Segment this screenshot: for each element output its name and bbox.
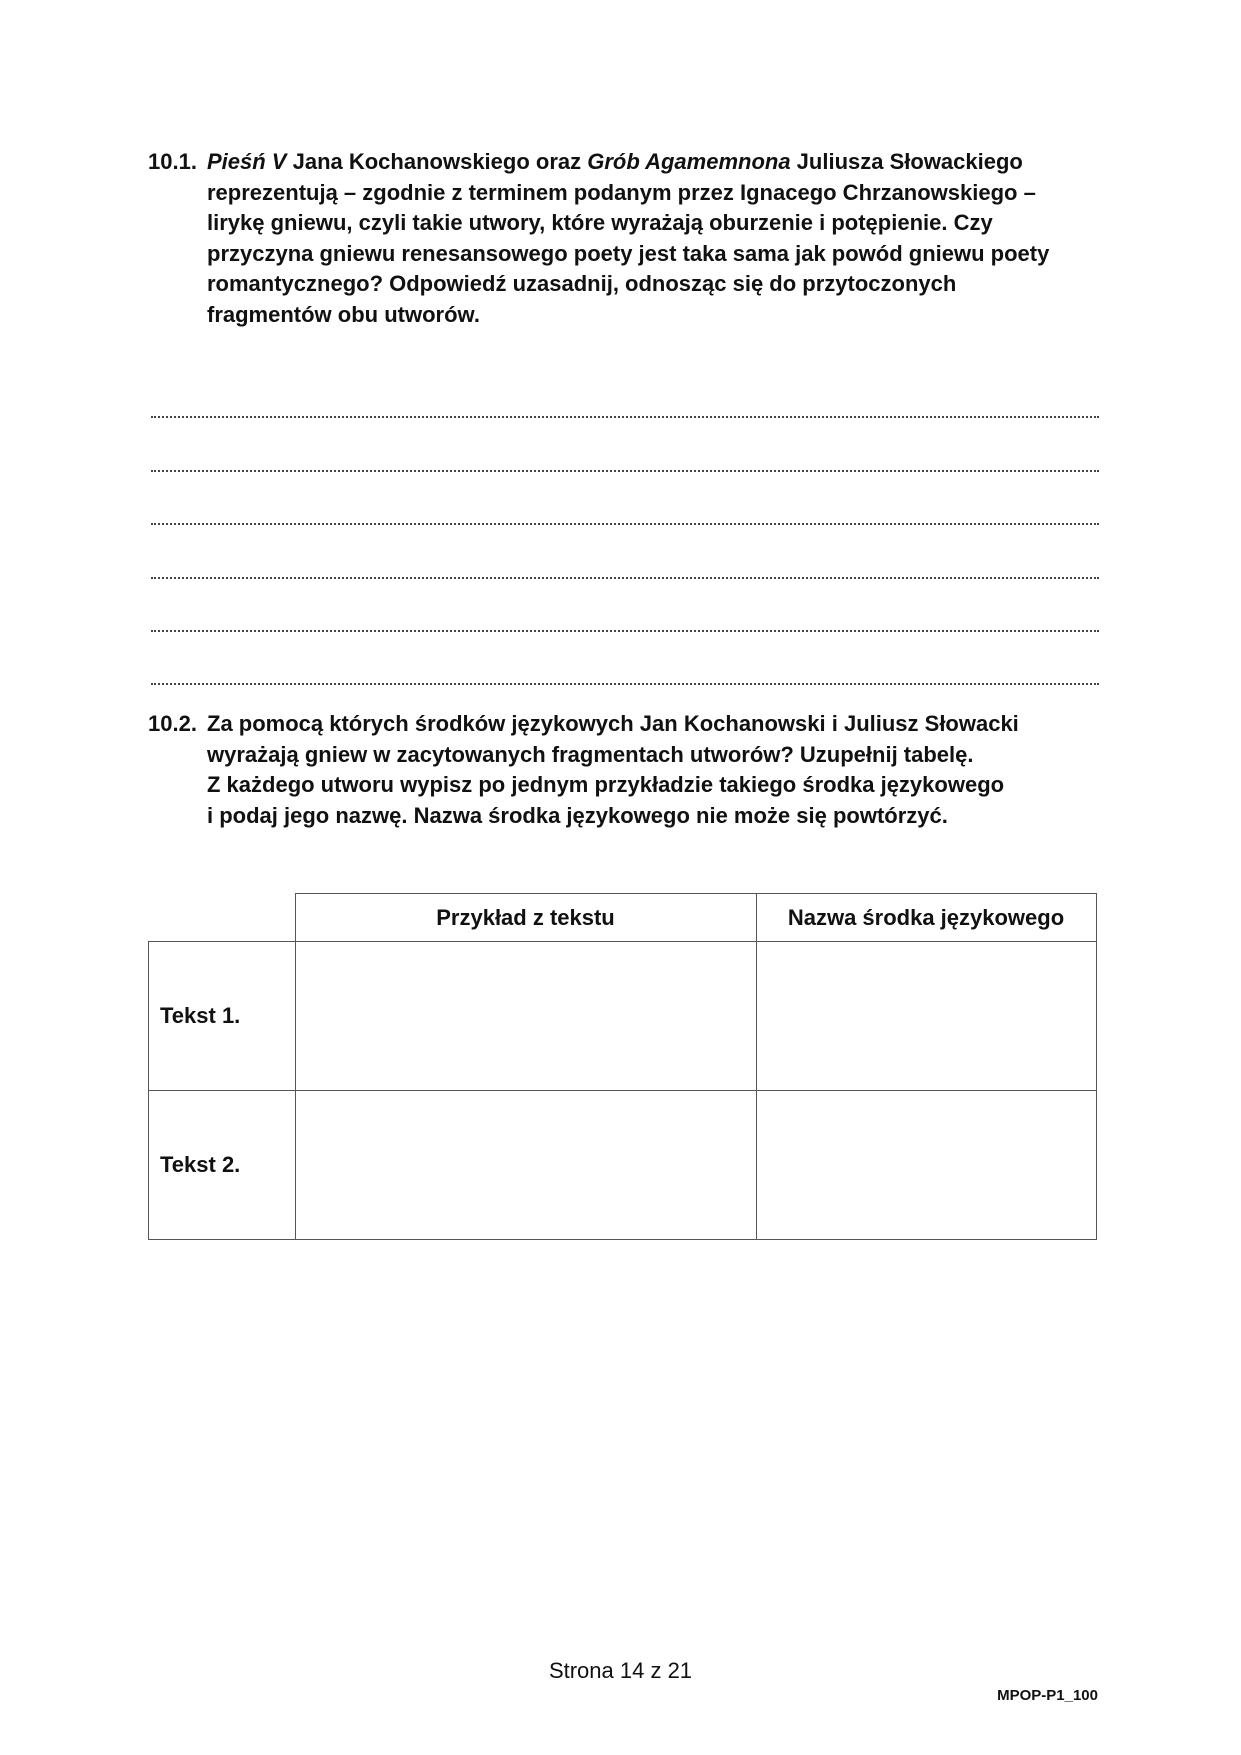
cell-example-tekst-2[interactable]	[295, 1091, 756, 1240]
task-10-1	[148, 147, 1098, 330]
answer-line[interactable]	[151, 632, 1099, 685]
header-example: Przykład z tekstu	[295, 894, 756, 942]
task-line: lirykę gniewu, czyli takie utwory, które wyrażają oburzenie i potępienie. Czy	[207, 210, 993, 235]
cell-name-tekst-1[interactable]	[756, 942, 1096, 1091]
task-number: 10.2.	[148, 711, 197, 736]
row-label-tekst-2: Tekst 2.	[149, 1091, 296, 1240]
answer-line[interactable]	[151, 579, 1099, 632]
row-label-tekst-1: Tekst 1.	[149, 942, 296, 1091]
table-corner-cell	[149, 894, 296, 942]
task-line: Za pomocą których środków językowych Jan Kochanowski i Juliusz Słowacki	[207, 711, 1019, 736]
table-row	[149, 1091, 1097, 1240]
page-number: Strona 14 z 21	[548, 1658, 693, 1683]
table-header-row	[149, 894, 1097, 942]
task-line: wyrażają gniew w zacytowanych fragmentach utworów? Uzupełnij tabelę.	[207, 741, 974, 767]
exam-code: MPOP-P1_100	[997, 1687, 1098, 1704]
task-line: romantycznego? Odpowiedź uzasadnij, odnosząc się do przytoczonych	[207, 271, 957, 296]
header-name: Nazwa środka językowego	[756, 894, 1096, 942]
title-piesn-v: Pieśń V	[207, 149, 287, 174]
answer-area[interactable]	[151, 365, 1099, 685]
answer-table	[148, 893, 1097, 1240]
cell-example-tekst-1[interactable]	[295, 942, 756, 1091]
task-line: przyczyna gniewu renesansowego poety jest taka sama jak powód gniewu poety	[207, 240, 1050, 266]
answer-line[interactable]	[151, 472, 1099, 525]
task-instruction	[207, 147, 1098, 330]
task-10-2	[148, 709, 1098, 831]
task-line: i podaj jego nazwę. Nazwa środka językowego nie może się powtórzyć.	[207, 802, 948, 828]
answer-line[interactable]	[151, 418, 1099, 471]
title-grob-agamemnona: Grób Agamemnona	[587, 149, 791, 174]
task-line: Z każdego utworu wypisz po jednym przykładzie takiego środka językowego	[207, 772, 1005, 797]
task-line: fragmentów obu utworów.	[207, 301, 480, 327]
cell-name-tekst-2[interactable]	[756, 1091, 1096, 1240]
task-instruction	[207, 709, 1098, 831]
task-number: 10.1.	[148, 149, 197, 174]
answer-line[interactable]	[151, 525, 1099, 578]
task-first-line: Pieśń V Jana Kochanowskiego oraz Grób Agamemnona Juliusza Słowackiego	[207, 149, 1023, 174]
table-row	[149, 942, 1097, 1091]
answer-line[interactable]	[151, 365, 1099, 418]
task-line: reprezentują – zgodnie z terminem podanym przez Ignacego Chrzanowskiego –	[207, 179, 1036, 205]
